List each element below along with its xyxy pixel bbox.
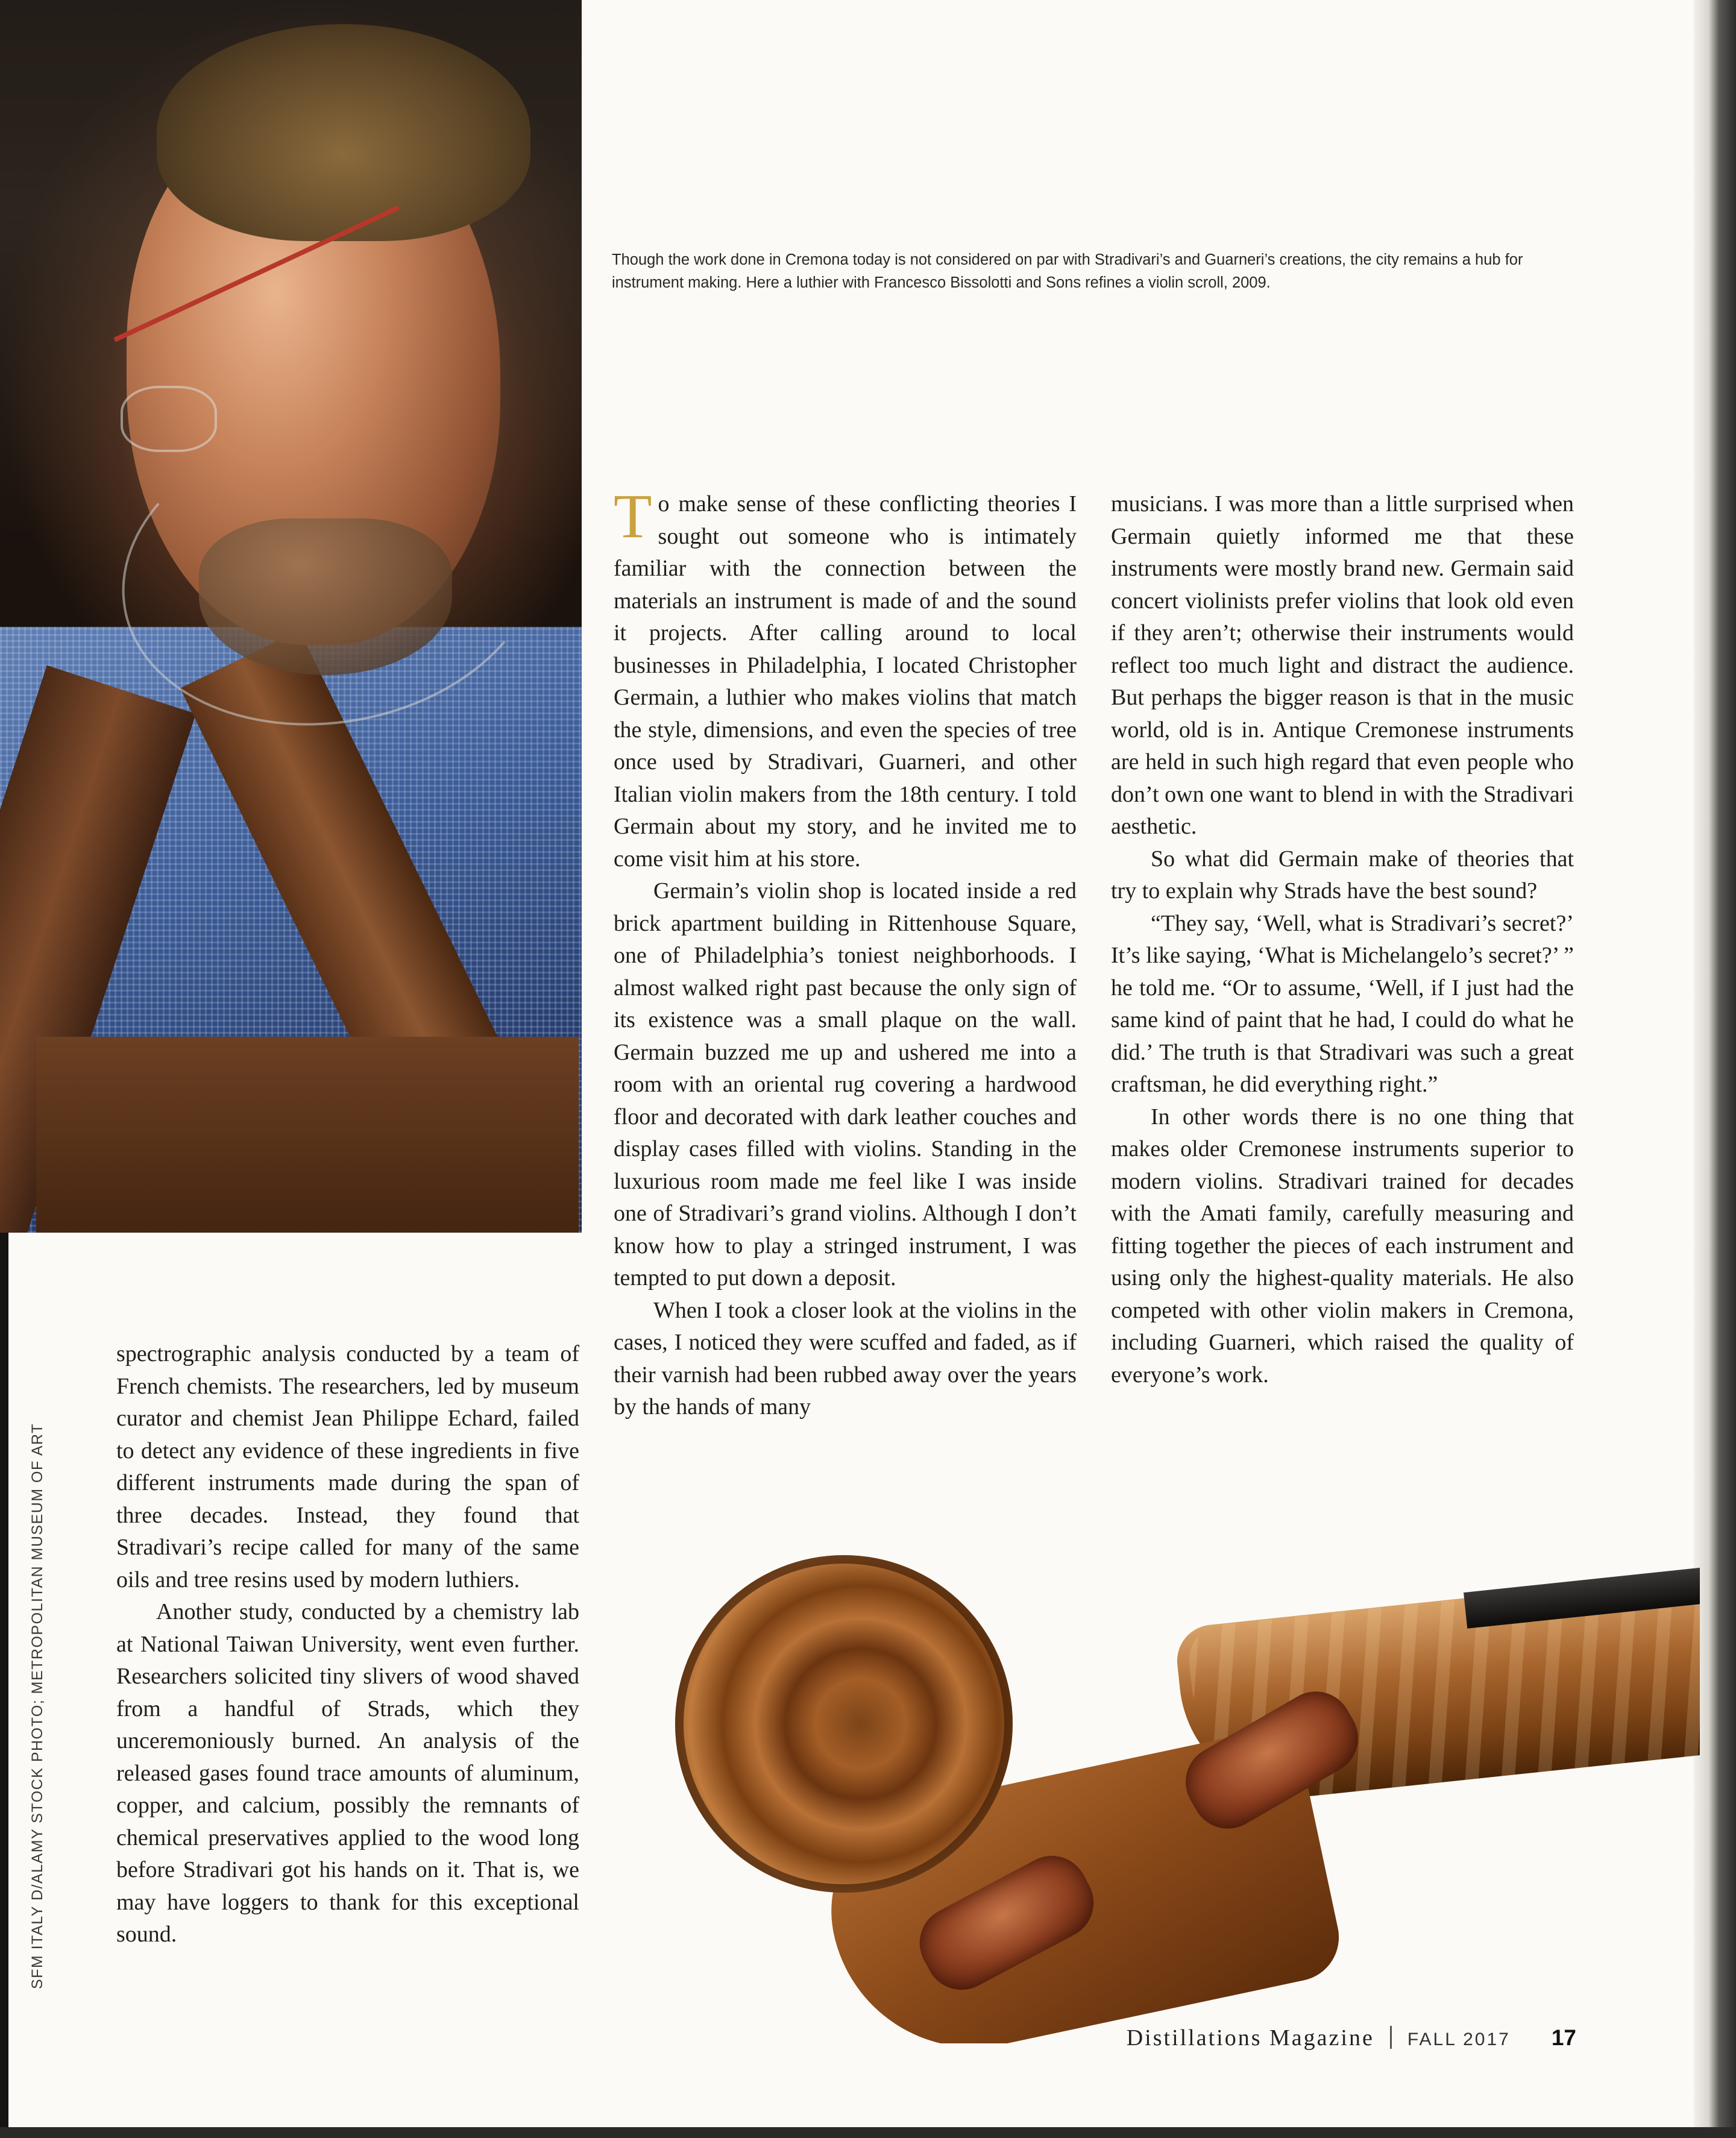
article-paragraph: “They say, ‘Well, what is Stradivari’s secret?’ It’s like saying, ‘What is Michelangelo’s secret?’ ” he told me. “Or to assume, ‘Well, if I just had the same kind of paint that he had, I could do what he did.’ The truth is that Stradivari was such a great craftsman, he did everything right.” — [1111, 910, 1574, 1097]
article-paragraph: spectrographic analysis conducted by a team of French chemists. The researchers, led by museum curator and chemist Jean Philippe Echard, failed to detect any evidence of these ingredients in five different instruments made during the span of three decades. Instead, they found that Stradivari’s recipe called for many of the same oils and tree resins used by modern luthiers. — [116, 1341, 579, 1592]
article-paragraph: In other words there is no one thing that makes older Cremonese instruments superior to modern violins. Stradivari trained for decades with the Amati family, carefully measuring and fitting together the pieces of each instrument and using only the highest-quality materials. He also competed with other violin makers in Cremona, including Guarneri, which raised the quality of everyone’s work. — [1111, 1104, 1574, 1388]
luthier-photo — [0, 0, 582, 1233]
magazine-name: Distillations Magazine — [1126, 2025, 1374, 2051]
article-column-right — [1111, 488, 1574, 1391]
article-paragraph: So what did Germain make of theories that try to explain why Strads have the best sound? — [1111, 846, 1574, 904]
photo-credit: SFM ITALY D/ALAMY STOCK PHOTO; METROPOLITAN MUSEUM OF ART — [29, 1423, 46, 1989]
page-number: 17 — [1551, 2025, 1576, 2050]
article-column-middle — [614, 482, 1077, 1424]
article-paragraph: Germain’s violin shop is located inside a red brick apartment building in Rittenhouse Square, one of Philadelphia’s toniest neighborhoods. I almost walked right past because the only sign of its existence was a small plaque on the wall. Germain buzzed me up and ushered me into a room with an oriental rug covering a hardwood floor and decorated with dark leather couches and display cases filled with violins. Standing in the luxurious room made me feel like I was inside one of Stradivari’s grand violins. Although I don’t know how to play a stringed instrument, I was tempted to put down a deposit. — [614, 878, 1077, 1291]
footer-divider — [1390, 2026, 1392, 2049]
article-paragraph: To make sense of these conflicting theories I sought out someone who is intimately familiar with the connection between the materials an instrument is made of and the sound it projects. After calling around to local businesses in Philadelphia, I located Christopher Germain, a luthier who makes violins that match the style, dimensions, and even the species of tree once used by Stradivari, Guarneri, and other Italian violin makers from the 18th century. I told Germain about my story, and he invited me to come visit him at his store. — [614, 482, 1077, 872]
violin-scroll-photo — [651, 1543, 1700, 2043]
issue-label: FALL 2017 — [1407, 2030, 1511, 2049]
article-paragraph: When I took a closer look at the violins in the cases, I noticed they were scuffed and faded, as if their varnish had been rubbed away over the years by the hands of many — [614, 1297, 1077, 1420]
photo-apron — [36, 1037, 579, 1233]
photo-glasses-lens — [121, 386, 217, 452]
page-footer — [1127, 2022, 1576, 2051]
photo-caption: Though the work done in Cremona today is not considered on par with Stradivari’s and Guarneri’s creations, the city remains a hub for instrument making. Here a luthier with Francesco Bissolotti and Sons refines a violin scroll, 2009. — [612, 251, 1523, 291]
article-paragraph: Another study, conducted by a chemistry lab at National Taiwan University, went even further. Researchers solicited tiny slivers of wood shaved from a handful of Strads, which they unceremoniously burned. An analysis of the released gases found trace amounts of aluminum, copper, and calcium, possibly the remnants of chemical preservatives applied to the wood long before Stradivari got his hands on it. That is, we may have loggers to thank for this exceptional sound. — [116, 1599, 579, 1947]
article-paragraph: musicians. I was more than a little surprised when Germain quietly informed me that these instruments were mostly brand new. Germain said concert violinists prefer violins that look old even if they aren’t; otherwise their instruments would reflect too much light and distract the audience. But perhaps the bigger reason is that in the music world, old is in. Antique Cremonese instruments are held in such high regard that even people who don’t own one want to blend in with the Stradivari aesthetic. — [1111, 491, 1574, 839]
scan-edge-bottom — [0, 2127, 1736, 2138]
photo-hair — [157, 24, 530, 241]
photo-violin-scroll-edge — [675, 1555, 1013, 1893]
scan-edge-right — [1694, 0, 1736, 2138]
drop-cap: T — [614, 482, 652, 551]
article-column-left — [116, 1338, 579, 1951]
